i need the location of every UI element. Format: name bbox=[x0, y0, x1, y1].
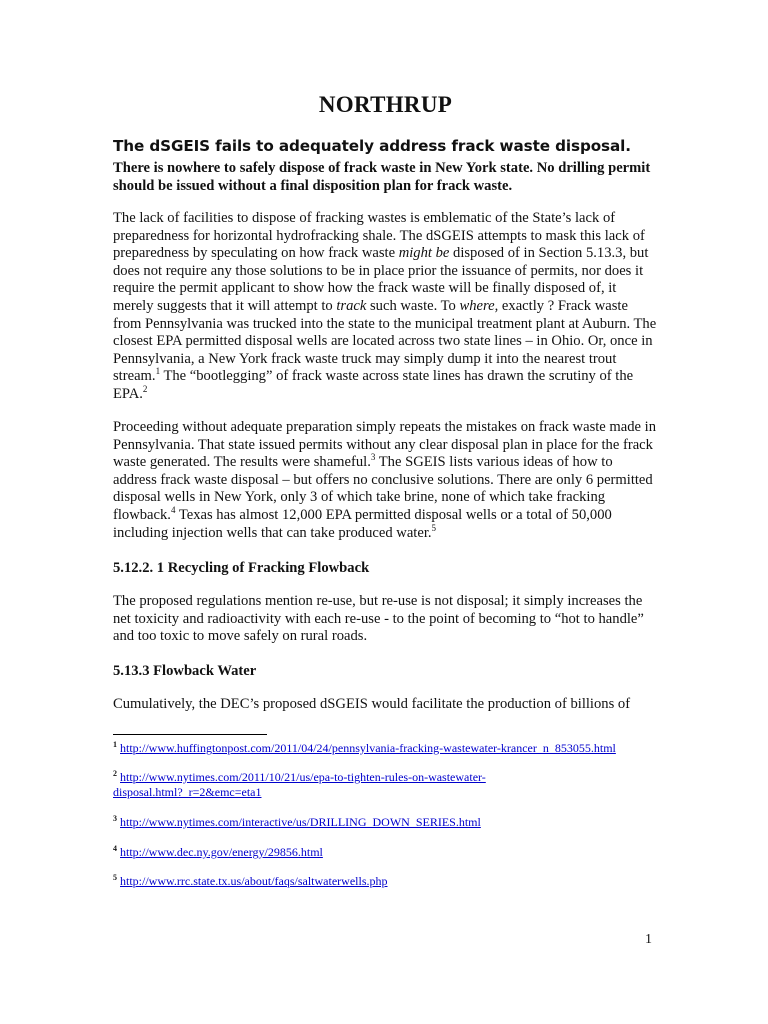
footnote-2-link-cont[interactable]: disposal.html?_r=2&emc=eta1 bbox=[113, 785, 262, 799]
subheading: There is nowhere to safely dispose of frack waste in New York state. No drilling permit should be issued without a final disposition plan for frack waste. bbox=[113, 160, 651, 194]
footnote-2-link[interactable]: http://www.nytimes.com/2011/10/21/us/epa-to-tighten-rules-on-wastewater- bbox=[120, 770, 486, 784]
paragraph-pennsylvania-mistakes: Proceeding without adequate preparation simply repeats the mistakes on frack waste made in Pennsylvania. That state issued permits without any clear disposal plan in place for the frack waste generated. The results were shameful.$^3$ The SGEIS lists various ideas of how to address frack waste disposal – but offers no conclusive solutions. There are only 6 permitted disposal wells in New York, only 3 of which take brine, none of which take fracking flowback.$^4$ Texas has almost 12,000 EPA permitted disposal wells or a total of 50,000 including injection wells that can take produced water.$^5$ bbox=[113, 419, 657, 541]
document-title: NORTHRUP bbox=[318, 92, 453, 117]
footnote-separator bbox=[113, 734, 267, 735]
footnote-ref-4[interactable]: 4 bbox=[170, 505, 176, 516]
footnote-2: $^2$ http://www.nytimes.com/2011/10/21/us/epa-to-tighten-rules-on-wastewater- disposal.html?_r=2&emc=eta1 bbox=[113, 769, 486, 799]
footnote-ref-1[interactable]: 1 bbox=[155, 366, 161, 377]
paragraph-recycling: The proposed regulations mention re-use, but re-use is not disposal; it simply increases the net toxicity and radioactivity with each re-use - to the point of becoming to “hot to handle” and too toxic to move safely on rural roads. bbox=[113, 593, 644, 645]
footnote-5-link[interactable]: http://www.rrc.state.tx.us/about/faqs/saltwaterwells.php bbox=[120, 874, 388, 888]
paragraph-flowback: Cumulatively, the DEC’s proposed dSGEIS would facilitate the production of billions of bbox=[113, 696, 631, 712]
main-heading: The dSGEIS fails to adequately address frack waste disposal. bbox=[113, 137, 631, 155]
footnote-4-link[interactable]: http://www.dec.ny.gov/energy/29856.html bbox=[120, 845, 323, 859]
section-heading-recycling: 5.12.2. 1 Recycling of Fracking Flowback bbox=[113, 560, 370, 576]
section-heading-flowback: 5.13.3 Flowback Water bbox=[113, 663, 257, 679]
footnote-3-link[interactable]: http://www.nytimes.com/interactive/us/DRILLING_DOWN_SERIES.html bbox=[120, 815, 481, 829]
footnote-ref-2[interactable]: 2 bbox=[142, 384, 148, 395]
footnote-3: $^3$ http://www.nytimes.com/interactive/us/DRILLING_DOWN_SERIES.html bbox=[113, 814, 481, 829]
footnote-1-link[interactable]: http://www.huffingtonpost.com/2011/04/24/pennsylvania-fracking-wastewater-krancer_n_853055.html bbox=[120, 741, 616, 755]
footnote-4: $^4$ http://www.dec.ny.gov/energy/29856.html bbox=[113, 844, 323, 859]
footnote-ref-5[interactable]: 5 bbox=[431, 522, 437, 533]
footnote-5: $^5$ http://www.rrc.state.tx.us/about/faqs/saltwaterwells.php bbox=[113, 873, 388, 888]
page-number: 1 bbox=[645, 932, 652, 947]
footnote-1: $^1$ http://www.huffingtonpost.com/2011/04/24/pennsylvania-fracking-wastewater-krancer_n_853055.html bbox=[113, 740, 616, 755]
paragraph-disposal-preparedness: The lack of facilities to dispose of fracking wastes is emblematic of the State’s lack of preparedness for horizontal hydrofracking shale. The dSGEIS attempts to mask this lack of preparedness by speculating on how frack waste might be disposed of in Section 5.13.3, but does not require any those solutions to be in place prior the issuance of permits, nor does it require the permit applicant to show how the frack waste will be finally disposed of, it merely suggests that it will attempt to track such waste. To where, exactly ? Frack waste from Pennsylvania was trucked into the state to the municipal treatment plant at Auburn. The closest EPA permitted disposal wells are located across two state lines – in Ohio. Or, once in Pennsylvania, a New York frack waste truck may simply dump it into the nearest trout stream.$^1$ The “bootlegging” of frack waste across state lines has drawn the scrutiny of the EPA.$^2$ bbox=[113, 210, 657, 402]
footnote-ref-3[interactable]: 3 bbox=[370, 452, 376, 463]
